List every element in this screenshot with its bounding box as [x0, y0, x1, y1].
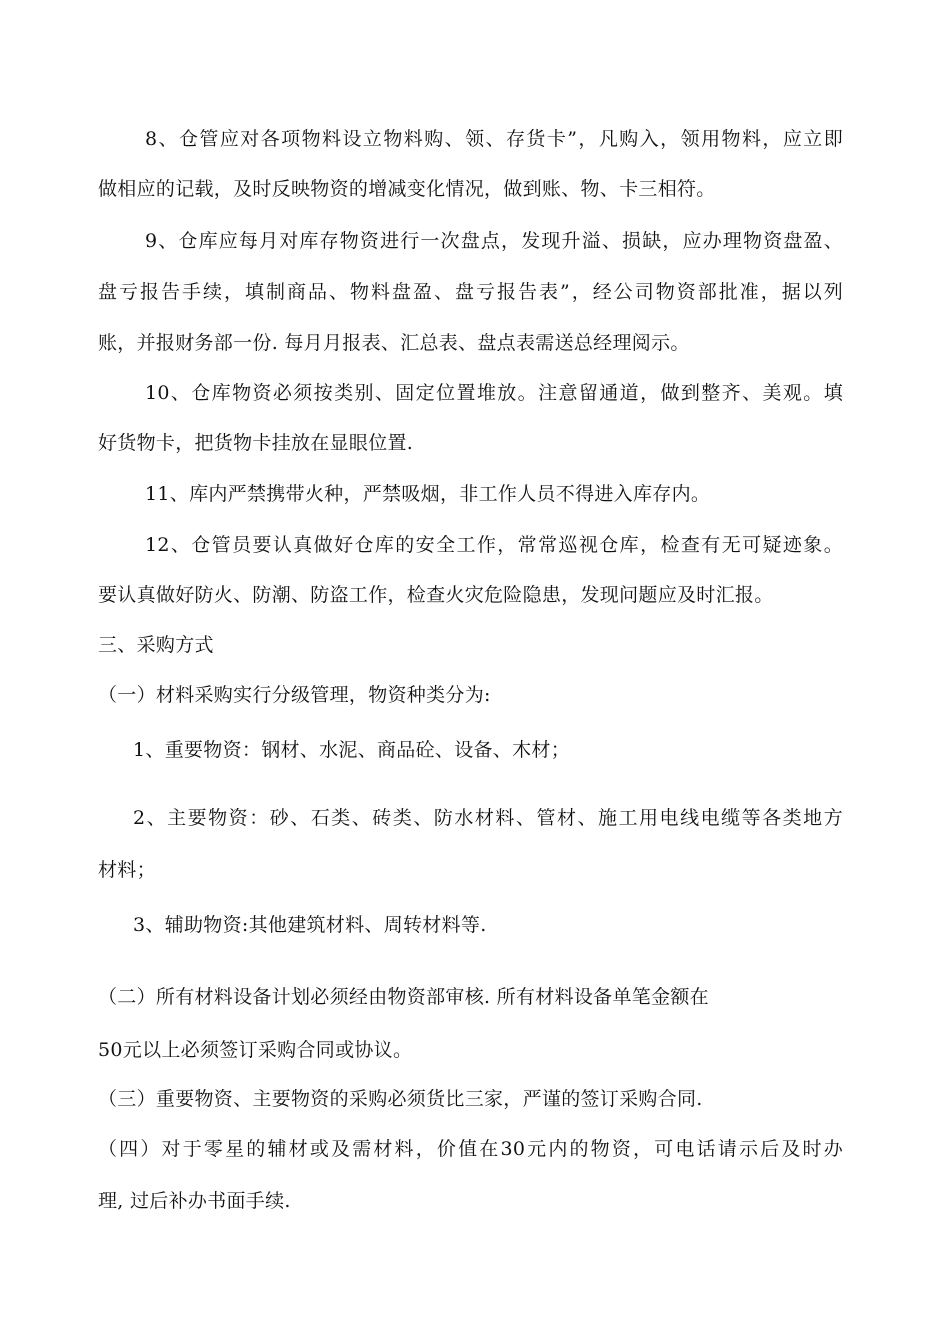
subsection-4-line-2: 理, 过后补办书面手续. — [98, 1190, 291, 1212]
paragraph-12-line-2: 要认真做好防火、防潮、防盗工作，检查火灾危险隐患，发现问题应及时汇报。 — [98, 584, 774, 606]
paragraph-10-line-2: 好货物卡，把货物卡挂放在显眼位置. — [98, 432, 414, 454]
item-2-main-materials-line-1: 2、主要物资：砂、石类、砖类、防水材料、管材、施工用电线电缆等各类地方 — [133, 807, 843, 829]
item-1-important-materials: 1、重要物资：钢材、水泥、商品砼、设备、木材； — [133, 739, 570, 761]
paragraph-8-line-2: 做相应的记载，及时反映物资的增减变化情况，做到账、物、卡三相符。 — [98, 178, 716, 200]
subsection-2-line-2: 50元以上必须签订采购合同或协议。 — [98, 1039, 413, 1061]
subsection-4-line-1: （四）对于零星的辅材或及需材料，价值在30元内的物资，可电话请示后及时办 — [98, 1138, 843, 1160]
section-heading: 三、采购方式 — [98, 634, 214, 656]
subsection-1-title: （一）材料采购实行分级管理，物资种类分为: — [98, 684, 491, 706]
paragraph-9-line-3: 账，并报财务部一份. 每月月报表、汇总表、盘点表需送总经理阅示。 — [98, 332, 690, 354]
paragraph-9-line-1: 9、仓库应每月对库存物资进行一次盘点，发现升溢、损缺，应办理物资盘盈、 — [145, 230, 843, 252]
item-2-main-materials-line-2: 材料； — [98, 859, 156, 881]
paragraph-11: 11、库内严禁携带火种，严禁吸烟，非工作人员不得进入库存内。 — [145, 483, 711, 505]
item-3-auxiliary-materials: 3、辅助物资:其他建筑材料、周转材料等. — [133, 914, 487, 936]
paragraph-12-line-1: 12、仓管员要认真做好仓库的安全工作，常常巡视仓库，检查有无可疑迹象。 — [145, 534, 843, 556]
paragraph-9-line-2: 盘亏报告手续，填制商品、物料盘盈、盘亏报告表”，经公司物资部批准，据以列 — [98, 281, 843, 303]
subsection-3: （三）重要物资、主要物资的采购必须货比三家，严谨的签订采购合同. — [98, 1088, 703, 1110]
subsection-2-line-1: （二）所有材料设备计划必须经由物资部审核. 所有材料设备单笔金额在 — [98, 986, 709, 1008]
paragraph-8-line-1: 8、仓管应对各项物料设立物料购、领、存货卡”，凡购入，领用物料，应立即 — [145, 128, 843, 150]
paragraph-10-line-1: 10、仓库物资必须按类别、固定位置堆放。注意留通道，做到整齐、美观。填 — [145, 382, 843, 404]
